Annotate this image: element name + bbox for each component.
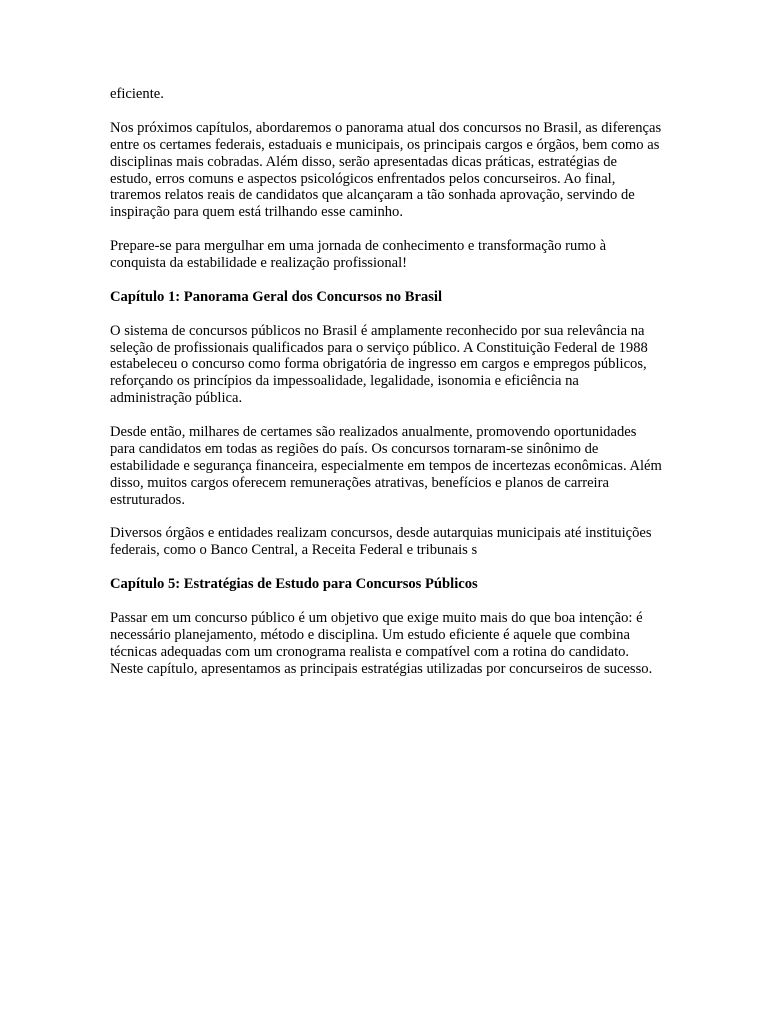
chapter-5-heading: Capítulo 5: Estratégias de Estudo para Concursos Públicos — [110, 576, 478, 593]
paragraph-chapter-1-system: O sistema de concursos públicos no Brasil é amplamente reconhecido por sua relevância na seleção de profissionais qualificados para o serviço público. A Constituição Federal de 1988 estabeleceu o concurso como forma obrigatória de ingresso em cargos e empregos públicos, reforçando os princípios da impessoalidade, legalidade, isonomia e eficiência na administração pública. — [110, 322, 648, 407]
chapter-1-heading: Capítulo 1: Panorama Geral dos Concursos no Brasil — [110, 288, 443, 305]
paragraph-intro-chapters: Nos próximos capítulos, abordaremos o panorama atual dos concursos no Brasil, as diferenças entre os certames federais, estaduais e municipais, os principais cargos e órgãos, bem como as disciplinas mais cobradas. Além disso, serão apresentadas dicas práticas, estratégias de estudo, erros comuns e aspectos psicológicos enfrentados pelos concurseiros. Ao final, traremos relatos reais de candidatos que alcançaram a tão sonhada aprovação, servindo de inspiração para quem está trilhando esse caminho. — [110, 119, 662, 221]
paragraph-chapter-5-intro: Passar em um concurso público é um objetivo que exige muito mais do que boa intenção: é necessário planejamento, método e disciplina. Um estudo eficiente é aquele que combina técnicas adequadas com um cronograma realista e compatível com a rotina do candidato. Neste capítulo, apresentamos as principais estratégias utilizadas por concurseiros de sucesso. — [110, 609, 653, 677]
paragraph-prepare: Prepare-se para mergulhar em uma jornada de conhecimento e transformação rumo à conquista da estabilidade e realização profissional! — [110, 238, 607, 272]
document-page — [110, 86, 662, 694]
paragraph-chapter-1-since: Desde então, milhares de certames são realizados anualmente, promovendo oportunidades para candidatos em todas as regiões do país. Os concursos tornaram-se sinônimo de estabilidade e segurança financeira, especialmente em tempos de incertezas econômicas. Além disso, muitos cargos oferecem remunerações atrativas, benefícios e planos de carreira estruturados. — [110, 424, 662, 508]
paragraph-chapter-1-organs: Diversos órgãos e entidades realizam concursos, desde autarquias municipais até instituições federais, como o Banco Central, a Receita Federal e tribunais s — [110, 525, 652, 559]
paragraph-continuation: eficiente. — [110, 86, 164, 102]
